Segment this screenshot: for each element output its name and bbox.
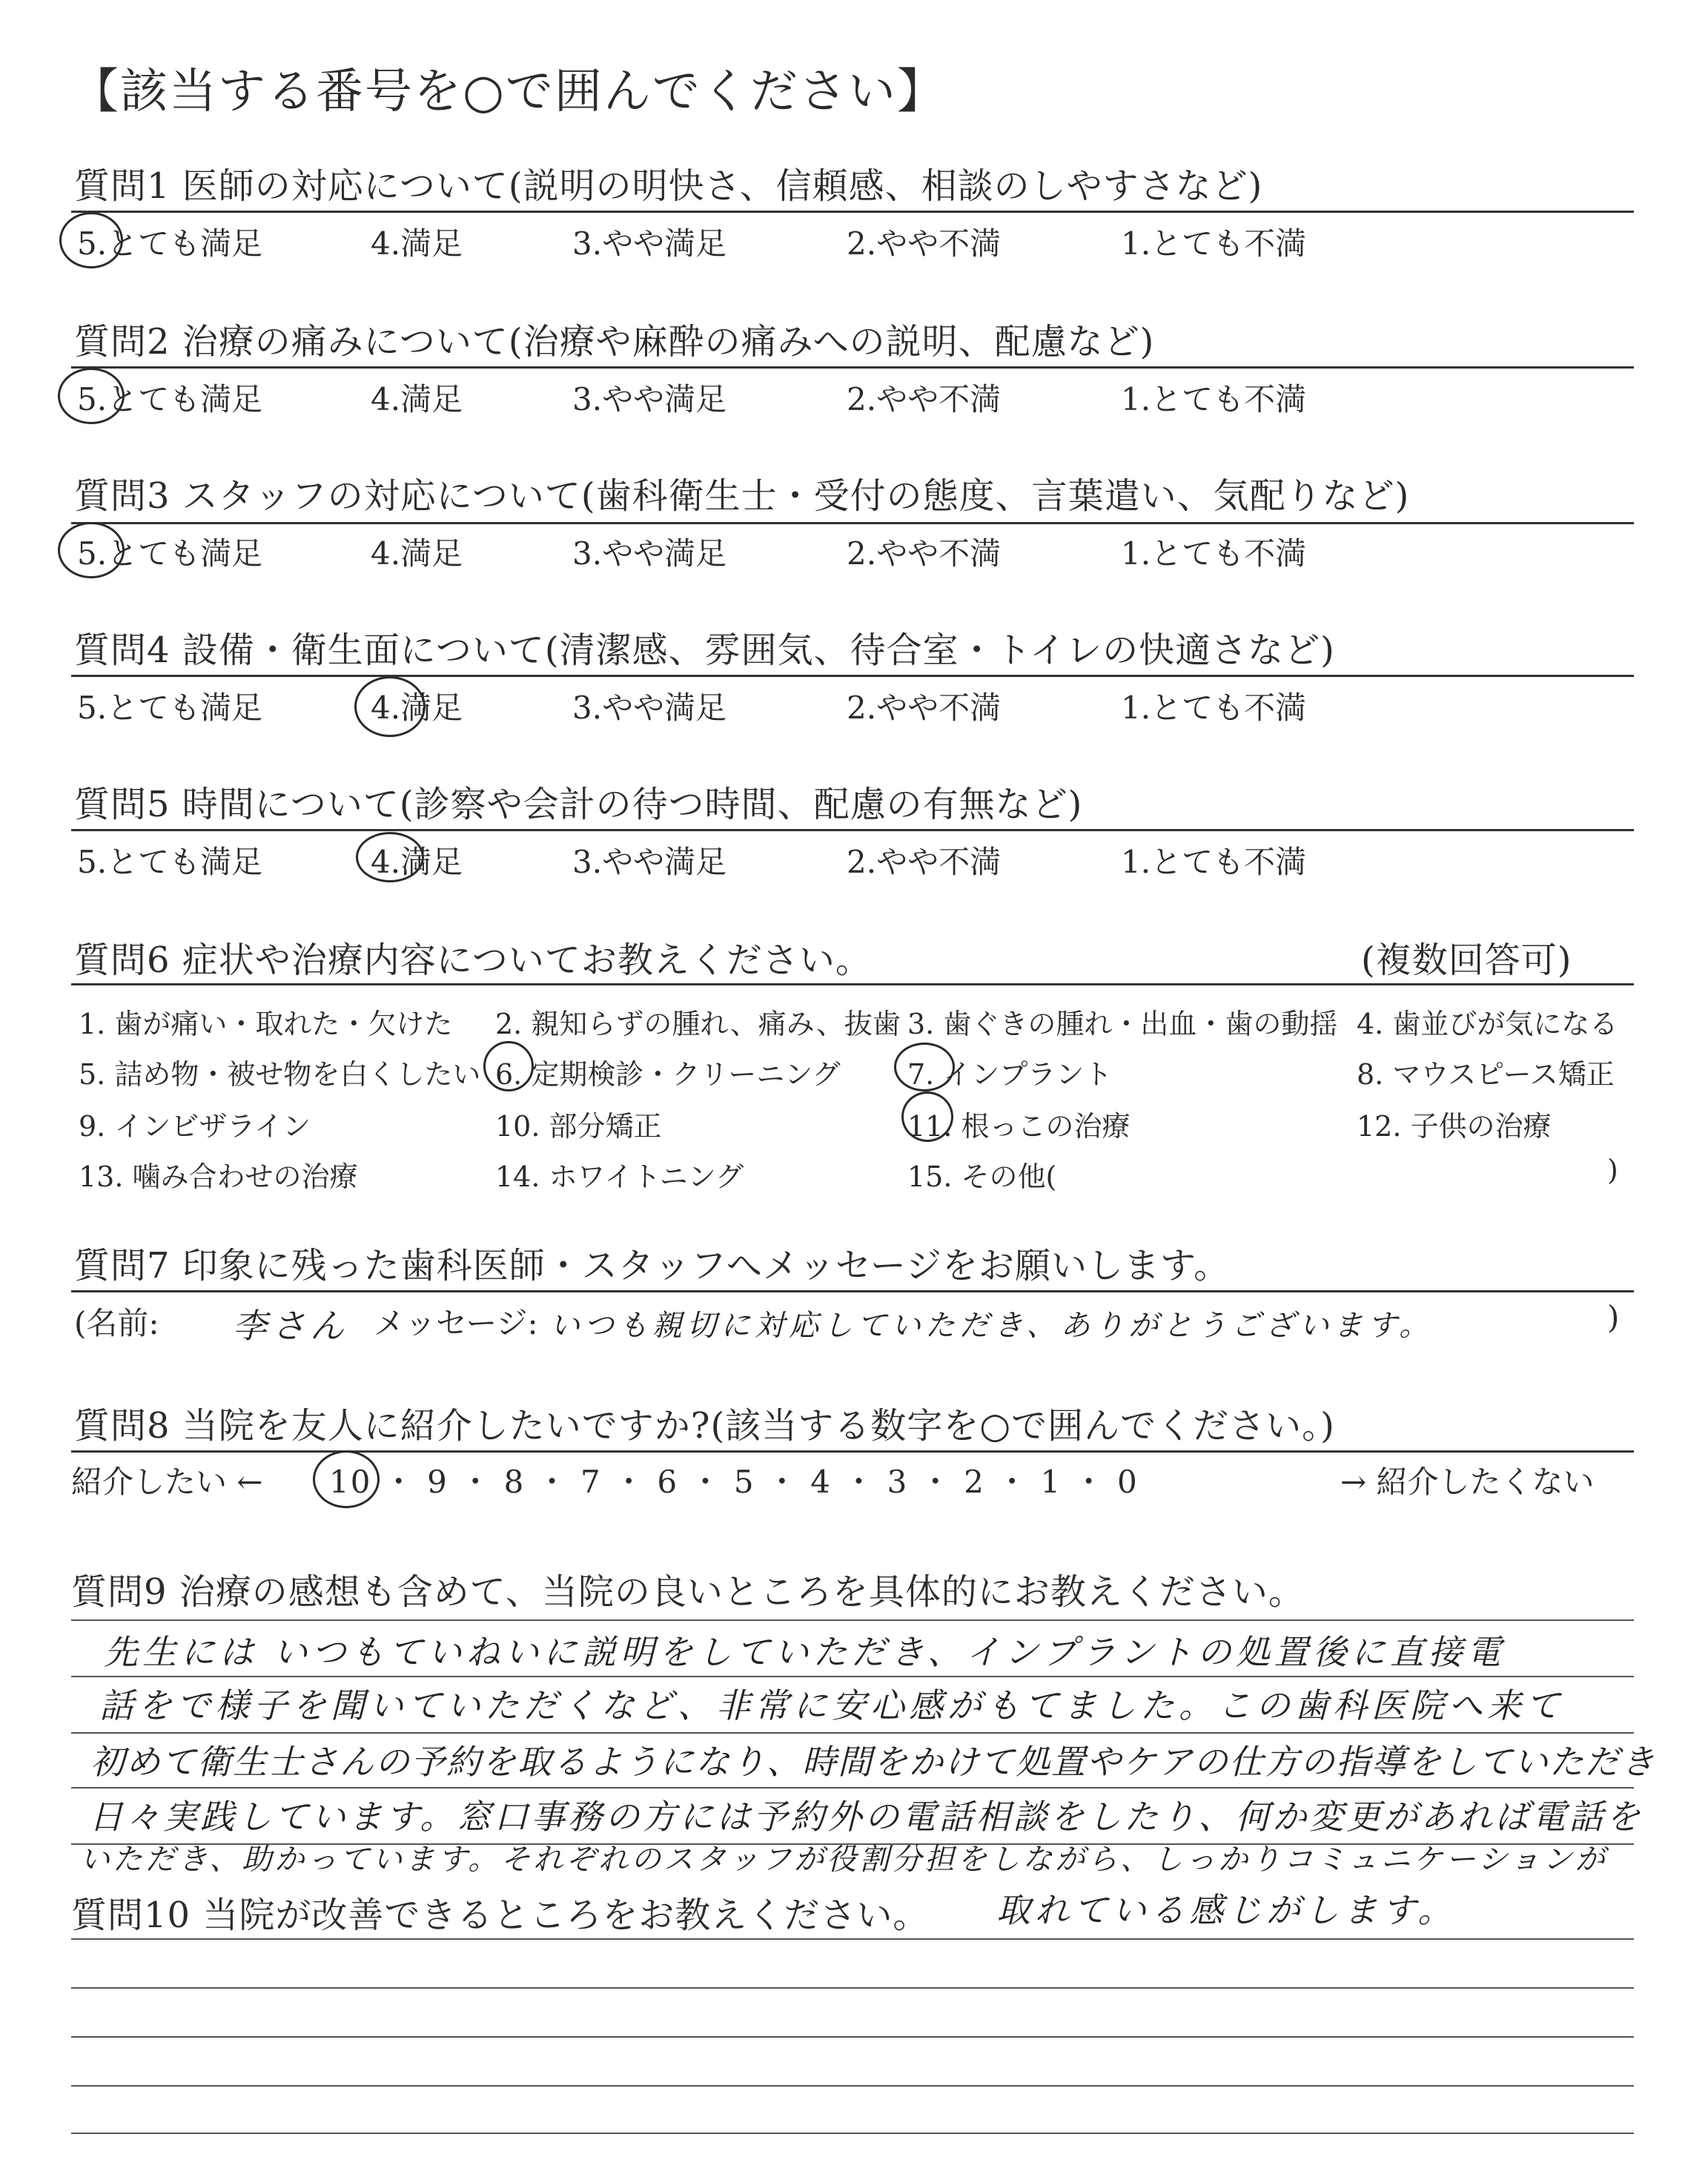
option-1[interactable]: 1.とても不満 bbox=[1121, 690, 1307, 726]
selection-circle bbox=[356, 832, 424, 882]
symptom-item[interactable]: 6. 定期検診・クリーニング bbox=[495, 1058, 841, 1091]
selection-circle bbox=[58, 522, 125, 578]
question-2-title: 質問2 治療の痛みについて(治療や麻酔の痛みへの説明、配慮など) bbox=[74, 321, 1155, 363]
answer-line bbox=[71, 1732, 1634, 1734]
question-6-rule bbox=[71, 983, 1634, 985]
multiple-answers-note: (複数回答可) bbox=[1361, 939, 1572, 981]
answer-line bbox=[71, 1787, 1634, 1789]
option-2[interactable]: 2.やや不満 bbox=[847, 844, 1002, 880]
option-5[interactable]: 5.とても満足 bbox=[77, 535, 263, 572]
recommend-left-label: 紹介したい ← bbox=[71, 1464, 263, 1500]
option-2[interactable]: 2.やや不満 bbox=[847, 225, 1002, 262]
selection-circle bbox=[354, 676, 426, 737]
question-4-title: 質問4 設備・衛生面について(清潔感、雰囲気、待合室・トイレの快適さなど) bbox=[74, 630, 1335, 671]
answer-line bbox=[71, 1987, 1634, 1989]
symptom-item[interactable]: 4. 歯並びが気になる bbox=[1357, 1008, 1618, 1040]
question-3-rule bbox=[71, 522, 1634, 524]
answer-text-line: いただき、助かっています。それぞれのスタッフが役割分担をしながら、しっかりコミュニケーションが bbox=[80, 1843, 1608, 1877]
question-10-answer[interactable]: 取れている感じがします。 bbox=[996, 1890, 1457, 1930]
option-1[interactable]: 1.とても不満 bbox=[1121, 381, 1307, 417]
question-8-title: 質問8 当院を友人に紹介したいですか?(該当する数字を○で囲んでください。) bbox=[74, 1405, 1335, 1447]
form-title: 【該当する番号を○で囲んでください】 bbox=[71, 65, 946, 119]
answer-line bbox=[71, 1619, 1634, 1621]
option-4[interactable]: 4.満足 bbox=[371, 381, 463, 417]
option-4[interactable]: 4.満足 bbox=[371, 535, 463, 572]
option-5[interactable]: 5.とても満足 bbox=[77, 381, 263, 417]
answer-text-line: 先生には いつもていねいに説明をしていただき、インプラントの処置後に直接電 bbox=[104, 1632, 1506, 1672]
name-field[interactable]: 李さん bbox=[233, 1306, 348, 1346]
option-1[interactable]: 1.とても不満 bbox=[1121, 535, 1307, 572]
message-close-paren: ) bbox=[1607, 1299, 1620, 1335]
question-1-title: 質問1 医師の対応について(説明の明快さ、信頼感、相談のしやすさなど) bbox=[74, 165, 1263, 207]
name-label: (名前: bbox=[74, 1305, 159, 1341]
question-1-rule bbox=[71, 211, 1634, 213]
symptom-item[interactable]: 12. 子供の治療 bbox=[1357, 1110, 1552, 1143]
answer-line bbox=[71, 1676, 1634, 1677]
symptom-item[interactable]: 1. 歯が痛い・取れた・欠けた bbox=[79, 1008, 453, 1040]
option-2[interactable]: 2.やや不満 bbox=[847, 690, 1002, 726]
option-4[interactable]: 4.満足 bbox=[371, 844, 463, 880]
recommend-scale[interactable]: 10 ・ 9 ・ 8 ・ 7 ・ 6 ・ 5 ・ 4 ・ 3 ・ 2 ・ 1 ・ 0 bbox=[329, 1464, 1139, 1500]
symptom-item[interactable]: 7. インプラント bbox=[907, 1058, 1113, 1091]
option-5[interactable]: 5.とても満足 bbox=[77, 690, 263, 726]
option-1[interactable]: 1.とても不満 bbox=[1121, 844, 1307, 880]
symptom-item[interactable]: 8. マウスピース矯正 bbox=[1357, 1058, 1615, 1091]
symptom-item[interactable]: 9. インビザライン bbox=[79, 1110, 311, 1143]
option-5[interactable]: 5.とても満足 bbox=[77, 225, 263, 262]
symptom-item[interactable]: 13. 噛み合わせの治療 bbox=[79, 1160, 358, 1193]
option-2[interactable]: 2.やや不満 bbox=[847, 381, 1002, 417]
answer-text-line: 初めて衛生士さんの予約を取るようになり、時間をかけて処置やケアの仕方の指導をしていただき bbox=[90, 1742, 1656, 1782]
option-3[interactable]: 3.やや満足 bbox=[572, 535, 727, 572]
answer-text-line: 日々実践しています。窓口事務の方には予約外の電話相談をしたり、何か変更があれば電話を bbox=[89, 1797, 1644, 1837]
symptom-item[interactable]: 15. その他( bbox=[907, 1160, 1057, 1193]
answer-line bbox=[71, 2133, 1634, 2134]
selection-circle bbox=[59, 212, 123, 268]
question-9-title: 質問9 治療の感想も含めて、当院の良いところを具体的にお教えください。 bbox=[71, 1571, 1305, 1613]
option-1[interactable]: 1.とても不満 bbox=[1121, 225, 1307, 262]
message-label: メッセージ: bbox=[374, 1305, 538, 1341]
answer-line bbox=[71, 2036, 1634, 2038]
message-field[interactable]: いつも親切に対応していただき、ありがとうございます。 bbox=[550, 1309, 1434, 1343]
question-7-rule bbox=[71, 1290, 1634, 1292]
question-6-title: 質問6 症状や治療内容についてお教えください。 bbox=[74, 939, 872, 981]
question-5-title: 質問5 時間について(診察や会計の待つ時間、配慮の有無など) bbox=[74, 784, 1083, 825]
question-3-title: 質問3 スタッフの対応について(歯科衛生士・受付の態度、言葉遣い、気配りなど) bbox=[74, 475, 1410, 517]
selection-circle bbox=[901, 1091, 953, 1142]
question-10-title: 質問10 当院が改善できるところをお教えください。 bbox=[71, 1895, 930, 1936]
symptom-item[interactable]: 5. 詰め物・被せ物を白くしたい bbox=[79, 1058, 481, 1091]
option-5[interactable]: 5.とても満足 bbox=[77, 844, 263, 880]
question-7-title: 質問7 印象に残った歯科医師・スタッフへメッセージをお願いします。 bbox=[74, 1245, 1231, 1287]
option-3[interactable]: 3.やや満足 bbox=[572, 844, 727, 880]
option-3[interactable]: 3.やや満足 bbox=[572, 225, 727, 262]
selection-circle bbox=[313, 1450, 380, 1508]
recommend-right-label: → 紹介したくない bbox=[1340, 1464, 1595, 1500]
option-3[interactable]: 3.やや満足 bbox=[572, 381, 727, 417]
answer-text-line: 話をで様子を聞いていただくなど、非常に安心感がもてました。この歯科医院へ来て bbox=[99, 1685, 1564, 1725]
question-2-rule bbox=[71, 366, 1634, 369]
symptom-item[interactable]: 3. 歯ぐきの腫れ・出血・歯の動揺 bbox=[907, 1008, 1338, 1040]
question-5-rule bbox=[71, 829, 1634, 831]
question-4-rule bbox=[71, 675, 1634, 677]
symptom-item[interactable]: 11. 根っこの治療 bbox=[907, 1110, 1131, 1143]
option-4[interactable]: 4.満足 bbox=[371, 225, 463, 262]
option-3[interactable]: 3.やや満足 bbox=[572, 690, 727, 726]
selection-circle bbox=[483, 1041, 534, 1091]
answer-line bbox=[71, 2085, 1634, 2087]
selection-circle bbox=[894, 1043, 955, 1091]
symptom-item[interactable]: 2. 親知らずの腫れ、痛み、抜歯 bbox=[495, 1008, 901, 1040]
option-2[interactable]: 2.やや不満 bbox=[847, 535, 1002, 572]
selection-circle bbox=[58, 368, 125, 424]
other-close-paren: ) bbox=[1607, 1154, 1618, 1186]
symptom-item[interactable]: 14. ホワイトニング bbox=[495, 1160, 744, 1193]
answer-line bbox=[71, 1938, 1634, 1940]
option-4[interactable]: 4.満足 bbox=[371, 690, 463, 726]
question-8-rule bbox=[71, 1450, 1634, 1453]
symptom-item[interactable]: 10. 部分矯正 bbox=[495, 1110, 662, 1143]
